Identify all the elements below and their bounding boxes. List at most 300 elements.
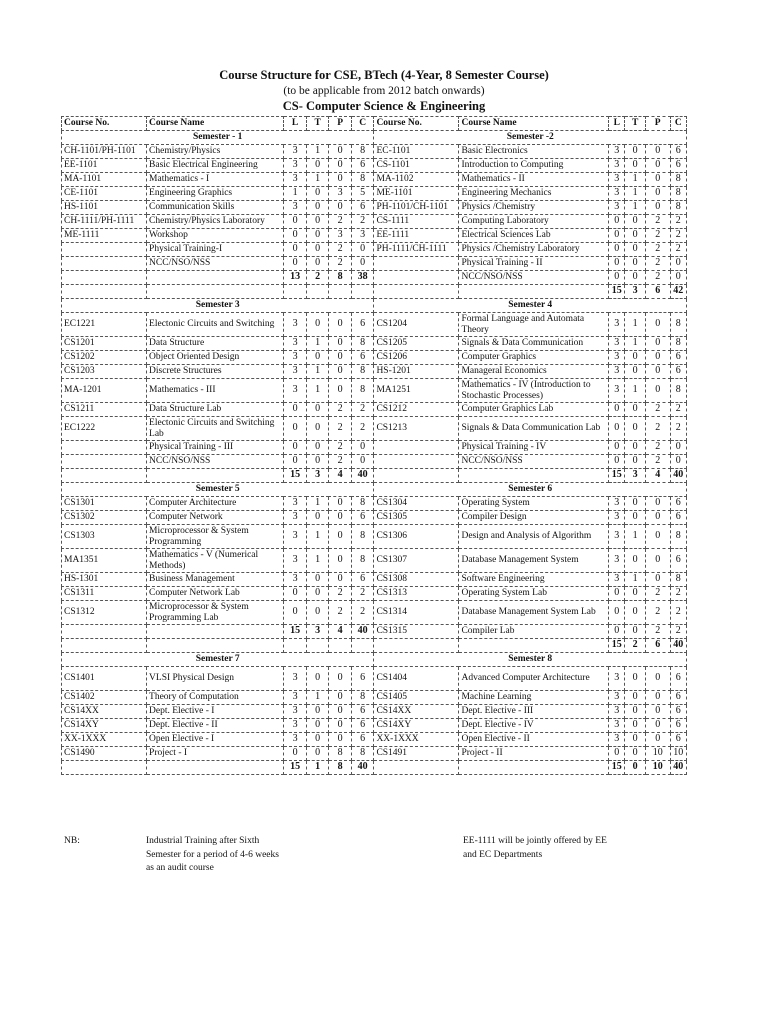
credit-cell: 6 [351, 705, 374, 719]
credit-cell: 3 [609, 351, 625, 365]
credit-cell: 0 [625, 625, 645, 639]
total-cell: 13 [284, 271, 307, 285]
credit-cell: 3 [609, 173, 625, 187]
credit-cell: 0 [306, 667, 329, 691]
credit-cell: 6 [351, 667, 374, 691]
empty-cell [147, 285, 284, 299]
credit-cell: 1 [625, 187, 645, 201]
course-name-cell: Compiler Design [459, 511, 609, 525]
note-ee1111: EE-1111 will be jointly offered by EE and EC Departments [463, 836, 607, 860]
table-row [62, 455, 687, 469]
credit-cell: 0 [645, 145, 670, 159]
semester-title-row [62, 653, 687, 667]
table-row [62, 215, 687, 229]
credit-cell: 3 [284, 573, 307, 587]
credit-cell: 2 [329, 257, 352, 271]
course-name-cell: Manageral Economics [459, 365, 609, 379]
credit-cell: 2 [645, 215, 670, 229]
table-row [62, 243, 687, 257]
credit-cell: 0 [625, 441, 645, 455]
credit-cell: 0 [645, 667, 670, 691]
credit-cell: 6 [670, 667, 687, 691]
credit-cell: 6 [351, 201, 374, 215]
credit-cell: 0 [645, 549, 670, 573]
table-row [62, 145, 687, 159]
credit-cell: 3 [609, 667, 625, 691]
credit-cell: 3 [609, 549, 625, 573]
credit-cell: 0 [306, 243, 329, 257]
table-row [62, 229, 687, 243]
credit-cell: 0 [625, 667, 645, 691]
total-cell: 6 [645, 285, 670, 299]
credit-cell: 3 [284, 159, 307, 173]
credit-cell: 0 [351, 455, 374, 469]
total-cell: 40 [670, 469, 687, 483]
course-name-cell: Physics /Chemistry Laboratory [459, 243, 609, 257]
credit-cell: 6 [670, 145, 687, 159]
course-name-cell: Data Structure Lab [147, 403, 284, 417]
credit-cell: 3 [284, 497, 307, 511]
credit-cell: 1 [306, 549, 329, 573]
credit-cell: 0 [351, 257, 374, 271]
course-no-cell: CS14XX [374, 705, 459, 719]
semester-title: Semester 6 [374, 483, 687, 497]
credit-cell: 3 [284, 733, 307, 747]
course-no-cell [62, 625, 147, 639]
credit-cell: 0 [625, 351, 645, 365]
course-name-cell: Chemistry/Physics [147, 145, 284, 159]
course-name-cell: Computer Graphics Lab [459, 403, 609, 417]
credit-cell: 1 [625, 173, 645, 187]
credit-cell: 2 [329, 587, 352, 601]
course-name-cell: Data Structure [147, 337, 284, 351]
course-name-cell: Communication Skills [147, 201, 284, 215]
course-no-cell: CS1203 [62, 365, 147, 379]
course-no-cell: CS14XY [62, 719, 147, 733]
table-row [62, 271, 687, 285]
credit-cell: 0 [329, 733, 352, 747]
total-cell: 4 [329, 625, 352, 639]
column-header-c: C [351, 117, 374, 131]
credit-cell: 2 [351, 403, 374, 417]
course-name-cell: Computer Graphics [459, 351, 609, 365]
credit-cell: 8 [351, 365, 374, 379]
credit-cell: 0 [625, 271, 645, 285]
total-cell: 8 [329, 761, 352, 775]
credit-cell: 0 [645, 337, 670, 351]
course-name-cell: Dept. Elective - IV [459, 719, 609, 733]
total-cell: 2 [306, 271, 329, 285]
credit-cell: 3 [609, 337, 625, 351]
credit-cell: 6 [351, 313, 374, 337]
course-name-cell: VLSI Physical Design [147, 667, 284, 691]
course-no-cell: CS1301 [62, 497, 147, 511]
credit-cell: 0 [609, 625, 625, 639]
credit-cell: 0 [329, 201, 352, 215]
course-name-cell: Discrete Structures [147, 365, 284, 379]
credit-cell: 2 [670, 243, 687, 257]
course-name-cell: Physical Training - II [459, 257, 609, 271]
credit-cell: 0 [306, 201, 329, 215]
credit-cell: 0 [645, 173, 670, 187]
course-name-cell: Microprocessor & System Programming [147, 525, 284, 549]
credit-cell: 0 [625, 587, 645, 601]
course-no-cell: MA1351 [62, 549, 147, 573]
table-row [62, 601, 687, 625]
total-row [62, 285, 687, 299]
credit-cell: 2 [670, 601, 687, 625]
credit-cell: 2 [351, 587, 374, 601]
credit-cell: 1 [306, 365, 329, 379]
credit-cell: 1 [306, 497, 329, 511]
credit-cell: 8 [670, 525, 687, 549]
credit-cell: 0 [645, 313, 670, 337]
course-name-cell: Project - II [459, 747, 609, 761]
credit-cell: 1 [625, 337, 645, 351]
course-no-cell: ME-1101 [374, 187, 459, 201]
credit-cell: 0 [329, 497, 352, 511]
course-name-cell: Electrical Sciences Lab [459, 229, 609, 243]
credit-cell: 2 [670, 403, 687, 417]
credit-cell: 8 [351, 337, 374, 351]
course-name-cell [459, 285, 609, 299]
table-row [62, 159, 687, 173]
credit-cell: 6 [351, 573, 374, 587]
credit-cell: 0 [625, 549, 645, 573]
course-no-cell: XX-1XXX [374, 733, 459, 747]
course-name-cell: Mathematics - IV (Introduction to Stochastic Processes) [459, 379, 609, 403]
note-industrial-training: Industrial Training after Sixth Semester for a period of 4-6 weeks as an audit course [146, 836, 279, 873]
credit-cell: 1 [625, 525, 645, 549]
course-name-cell: Open Elective - I [147, 733, 284, 747]
course-no-cell [374, 271, 459, 285]
credit-cell: 3 [609, 525, 625, 549]
credit-cell: 3 [609, 313, 625, 337]
course-no-cell: HS-1101 [62, 201, 147, 215]
credit-cell: 8 [670, 337, 687, 351]
course-no-cell [62, 243, 147, 257]
course-no-cell [62, 271, 147, 285]
course-no-cell [374, 285, 459, 299]
empty-cell [351, 639, 374, 653]
semester-title: Semester - 1 [62, 131, 374, 145]
credit-cell: 2 [645, 271, 670, 285]
course-name-cell: Mathematics - III [147, 379, 284, 403]
credit-cell: 0 [306, 159, 329, 173]
credit-cell: 2 [645, 417, 670, 441]
column-header-t: T [306, 117, 329, 131]
credit-cell: 0 [645, 573, 670, 587]
course-no-cell: CS1206 [374, 351, 459, 365]
course-no-cell: CS1491 [374, 747, 459, 761]
course-no-cell: CS1304 [374, 497, 459, 511]
credit-cell: 2 [670, 625, 687, 639]
total-cell: 15 [609, 469, 625, 483]
total-cell: 3 [306, 625, 329, 639]
credit-cell: 2 [351, 601, 374, 625]
total-cell: 15 [609, 639, 625, 653]
credit-cell: 0 [284, 417, 307, 441]
credit-cell: 8 [351, 497, 374, 511]
credit-cell: 1 [306, 145, 329, 159]
credit-cell: 5 [351, 187, 374, 201]
credit-cell: 8 [670, 173, 687, 187]
credit-cell: 3 [609, 201, 625, 215]
credit-cell: 3 [609, 691, 625, 705]
course-no-cell: CS1404 [374, 667, 459, 691]
course-no-cell: EE-1111 [374, 229, 459, 243]
total-cell: 8 [329, 271, 352, 285]
course-no-cell: CS1308 [374, 573, 459, 587]
document-title: Course Structure for CSE, BTech (4-Year, 8 Semester Course) [219, 68, 549, 82]
column-header-p: P [645, 117, 670, 131]
table-row [62, 441, 687, 455]
credit-cell: 0 [284, 229, 307, 243]
credit-cell: 0 [306, 441, 329, 455]
course-no-cell: CS14XX [62, 705, 147, 719]
credit-cell: 0 [645, 691, 670, 705]
course-name-cell: Formal Language and Automata Theory [459, 313, 609, 337]
credit-cell: 2 [329, 243, 352, 257]
credit-cell: 3 [284, 719, 307, 733]
credit-cell: 6 [351, 733, 374, 747]
semester-title-row [62, 483, 687, 497]
semester-title: Semester 7 [62, 653, 374, 667]
credit-cell: 0 [306, 733, 329, 747]
total-cell: 3 [625, 285, 645, 299]
credit-cell: 3 [609, 511, 625, 525]
credit-cell: 3 [351, 229, 374, 243]
course-name-cell: Machine Learning [459, 691, 609, 705]
credit-cell: 8 [351, 549, 374, 573]
course-no-cell: CS1405 [374, 691, 459, 705]
credit-cell: 2 [645, 403, 670, 417]
credit-cell: 2 [645, 625, 670, 639]
credit-cell: 0 [609, 417, 625, 441]
credit-cell: 0 [306, 351, 329, 365]
table-row [62, 511, 687, 525]
credit-cell: 0 [670, 455, 687, 469]
course-name-cell: Workshop [147, 229, 284, 243]
course-name-cell: Physical Training-I [147, 243, 284, 257]
credit-cell: 0 [645, 201, 670, 215]
credit-cell: 6 [670, 733, 687, 747]
total-cell: 1 [306, 761, 329, 775]
credit-cell: 8 [670, 573, 687, 587]
course-no-cell: CS1490 [62, 747, 147, 761]
course-name-cell: Computer Network [147, 511, 284, 525]
total-cell: 2 [625, 639, 645, 653]
credit-cell: 8 [670, 379, 687, 403]
course-no-cell: CS1204 [374, 313, 459, 337]
course-no-cell: CS1315 [374, 625, 459, 639]
credit-cell: 8 [351, 691, 374, 705]
credit-cell: 3 [284, 379, 307, 403]
course-no-cell: EC-1101 [374, 145, 459, 159]
credit-cell: 6 [351, 511, 374, 525]
table-row [62, 625, 687, 639]
credit-cell: 0 [609, 601, 625, 625]
credit-cell: 3 [284, 337, 307, 351]
semester-title: Semester 3 [62, 299, 374, 313]
course-no-cell: CH-1111/PH-1111 [62, 215, 147, 229]
total-cell: 15 [609, 761, 625, 775]
credit-cell: 0 [625, 455, 645, 469]
course-structure-table [61, 116, 687, 775]
credit-cell: 3 [284, 313, 307, 337]
credit-cell: 2 [329, 417, 352, 441]
credit-cell: 0 [284, 441, 307, 455]
credit-cell: 0 [609, 455, 625, 469]
credit-cell: 0 [329, 313, 352, 337]
course-name-cell [459, 469, 609, 483]
empty-cell [284, 639, 307, 653]
credit-cell: 3 [284, 667, 307, 691]
column-header-course-no: Course No. [374, 117, 459, 131]
credit-cell: 8 [670, 187, 687, 201]
credit-cell: 3 [609, 719, 625, 733]
credit-cell: 2 [645, 257, 670, 271]
credit-cell: 0 [625, 243, 645, 257]
course-name-cell: Operating System Lab [459, 587, 609, 601]
semester-title-row [62, 131, 687, 145]
course-name-cell: Engineering Mechanics [459, 187, 609, 201]
course-no-cell: CS-1101 [374, 159, 459, 173]
course-no-cell: CS1302 [62, 511, 147, 525]
credit-cell: 1 [306, 337, 329, 351]
credit-cell: 0 [645, 351, 670, 365]
total-cell: 0 [625, 761, 645, 775]
credit-cell: 8 [351, 525, 374, 549]
credit-cell: 0 [306, 313, 329, 337]
course-no-cell: CS1201 [62, 337, 147, 351]
course-no-cell: EC1221 [62, 313, 147, 337]
column-header-course-no: Course No. [62, 117, 147, 131]
total-cell: 40 [670, 761, 687, 775]
credit-cell: 3 [284, 525, 307, 549]
total-row [62, 639, 687, 653]
credit-cell: 0 [625, 497, 645, 511]
column-header-course-name: Course Name [459, 117, 609, 131]
course-no-cell: CS1306 [374, 525, 459, 549]
course-name-cell: Software Engineering [459, 573, 609, 587]
credit-cell: 6 [670, 691, 687, 705]
credit-cell: 0 [625, 229, 645, 243]
course-no-cell: PH-1101/CH-1101 [374, 201, 459, 215]
credit-cell: 2 [645, 455, 670, 469]
credit-cell: 0 [609, 271, 625, 285]
course-name-cell: Dept. Elective - II [147, 719, 284, 733]
total-cell: 40 [351, 625, 374, 639]
credit-cell: 1 [284, 187, 307, 201]
table-row [62, 365, 687, 379]
credit-cell: 6 [670, 365, 687, 379]
empty-cell [329, 639, 352, 653]
credit-cell: 0 [306, 187, 329, 201]
credit-cell: 0 [625, 747, 645, 761]
course-name-cell: Computer Architecture [147, 497, 284, 511]
credit-cell: 3 [284, 691, 307, 705]
total-cell: 40 [351, 761, 374, 775]
credit-cell: 3 [329, 187, 352, 201]
credit-cell: 3 [284, 351, 307, 365]
credit-cell: 0 [306, 747, 329, 761]
course-no-cell: EC1222 [62, 417, 147, 441]
course-name-cell: Signals & Data Communication [459, 337, 609, 351]
course-no-cell [62, 455, 147, 469]
credit-cell: 0 [306, 705, 329, 719]
credit-cell: 0 [645, 365, 670, 379]
credit-cell: 3 [609, 733, 625, 747]
credit-cell: 0 [284, 215, 307, 229]
course-name-cell: Mathematics - V (Numerical Methods) [147, 549, 284, 573]
credit-cell: 0 [645, 187, 670, 201]
credit-cell: 3 [284, 549, 307, 573]
credit-cell: 0 [329, 351, 352, 365]
credit-cell: 0 [625, 511, 645, 525]
credit-cell: 2 [329, 455, 352, 469]
credit-cell: 10 [645, 747, 670, 761]
credit-cell: 0 [609, 229, 625, 243]
empty-cell [329, 285, 352, 299]
empty-cell [62, 285, 147, 299]
credit-cell: 0 [306, 215, 329, 229]
credit-cell: 8 [351, 145, 374, 159]
course-no-cell: CE-1101 [62, 187, 147, 201]
course-no-cell [374, 761, 459, 775]
credit-cell: 1 [306, 173, 329, 187]
empty-cell [62, 639, 147, 653]
course-no-cell: CS1303 [62, 525, 147, 549]
column-header-l: L [609, 117, 625, 131]
credit-cell: 0 [625, 417, 645, 441]
credit-cell: 0 [625, 733, 645, 747]
credit-cell: 0 [625, 145, 645, 159]
course-name-cell: Open Elective - II [459, 733, 609, 747]
course-name-cell: Signals & Data Communication Lab [459, 417, 609, 441]
semester-title: Semester 8 [374, 653, 687, 667]
credit-cell: 2 [645, 243, 670, 257]
credit-cell: 0 [645, 719, 670, 733]
table-row [62, 733, 687, 747]
course-name-cell: Physical Training - IV [459, 441, 609, 455]
credit-cell: 0 [645, 497, 670, 511]
credit-cell: 0 [284, 455, 307, 469]
credit-cell: 0 [284, 601, 307, 625]
course-name-cell: Physics /Chemistry [459, 201, 609, 215]
course-no-cell: CS1212 [374, 403, 459, 417]
credit-cell: 8 [351, 173, 374, 187]
total-row [62, 761, 687, 775]
total-cell: 10 [645, 761, 670, 775]
credit-cell: 6 [670, 511, 687, 525]
course-no-cell: PH-1111/CH-1111 [374, 243, 459, 257]
course-name-cell [459, 639, 609, 653]
credit-cell: 3 [609, 365, 625, 379]
table-row [62, 201, 687, 215]
credit-cell: 0 [329, 145, 352, 159]
course-no-cell: CS1211 [62, 403, 147, 417]
total-cell: 15 [284, 469, 307, 483]
credit-cell: 0 [329, 705, 352, 719]
credit-cell: 0 [306, 257, 329, 271]
credit-cell: 3 [609, 145, 625, 159]
course-no-cell [374, 639, 459, 653]
table-row [62, 417, 687, 441]
credit-cell: 6 [351, 719, 374, 733]
course-no-cell: ME-1111 [62, 229, 147, 243]
credit-cell: 0 [351, 441, 374, 455]
